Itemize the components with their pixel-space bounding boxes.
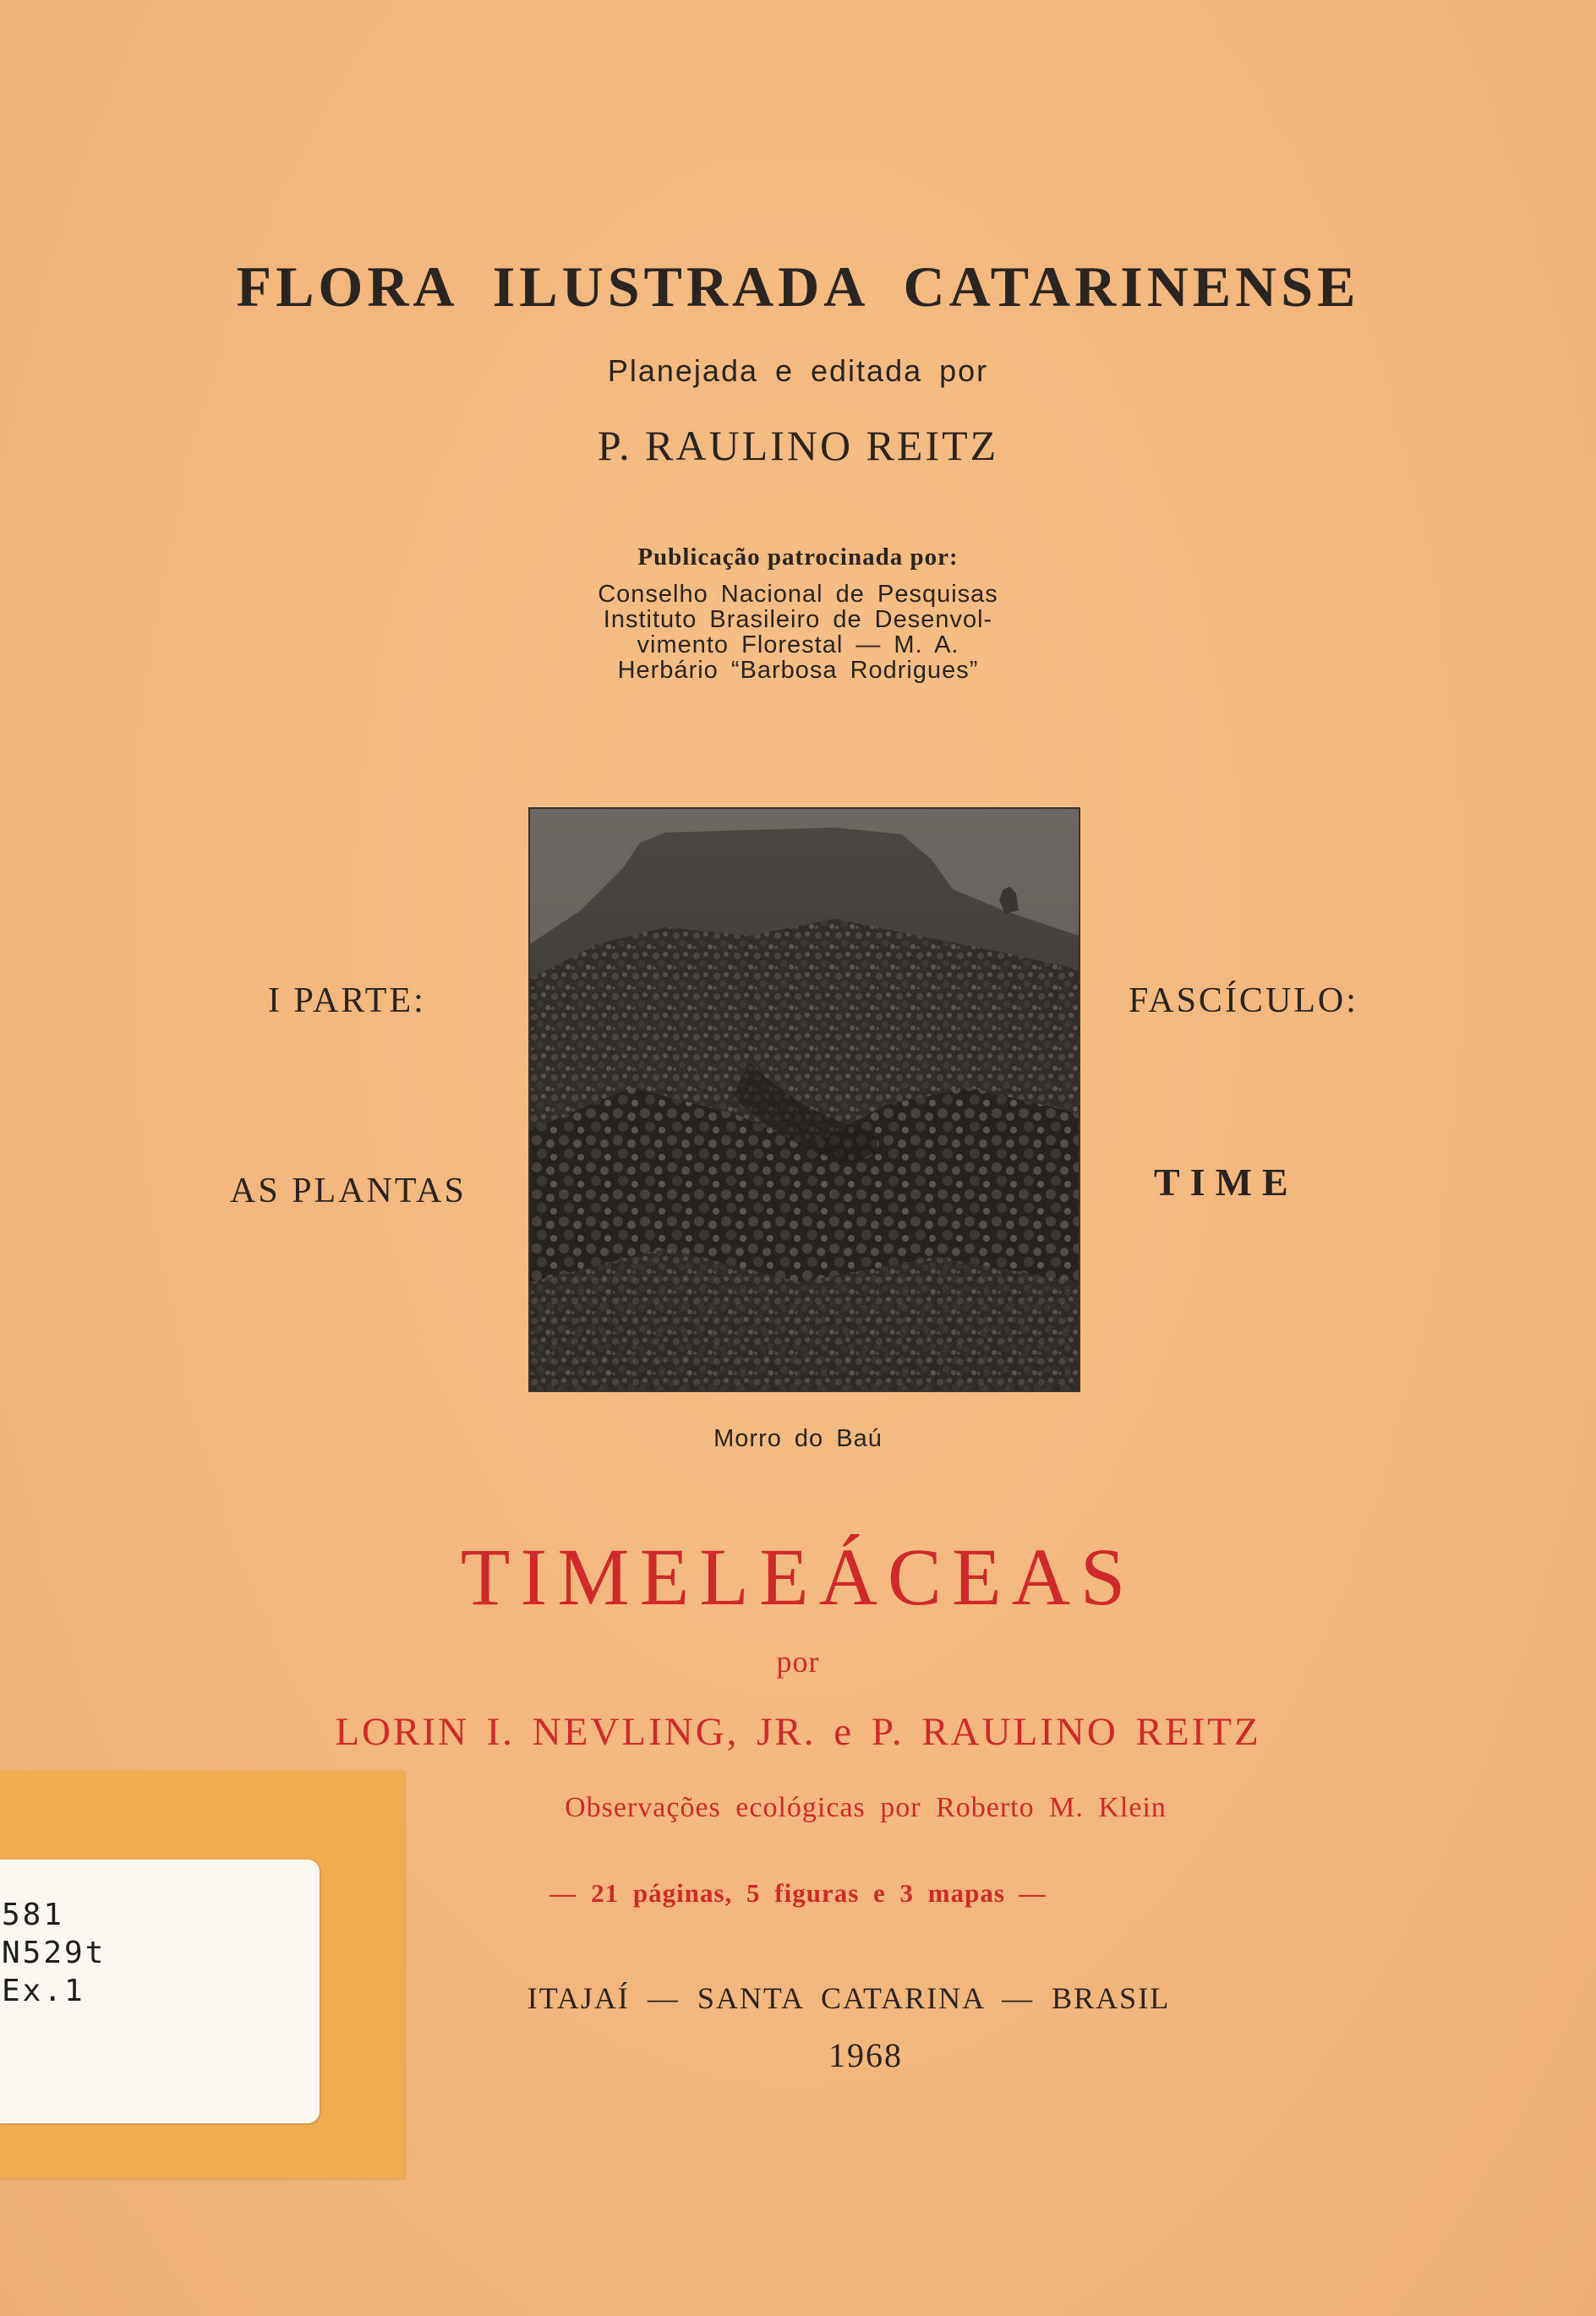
sponsor-line: Herbário “Barbosa Rodrigues” [617, 657, 979, 684]
call-number-class: 581 [2, 1898, 65, 1932]
part-value: AS PLANTAS [230, 1172, 467, 1210]
fascicle-title: TIMELEÁCEAS [460, 1532, 1136, 1622]
call-number-cutter: N529t [2, 1936, 107, 1970]
fascicle-value: TIME [1154, 1161, 1298, 1204]
photo-caption: Morro do Baú [713, 1425, 883, 1452]
sponsor-line: vimento Florestal — M. A. [637, 631, 959, 658]
part-label: I PARTE: [268, 981, 426, 1020]
year: 1968 [828, 2036, 903, 2074]
authors-line: LORIN I. NEVLING, JR. e P. RAULINO REITZ [335, 1710, 1261, 1754]
editor-name: P. RAULINO REITZ [597, 422, 999, 469]
extent-line: — 21 páginas, 5 figuras e 3 mapas — [549, 1878, 1047, 1908]
planned-by-line: Planejada e editada por [607, 353, 989, 388]
series-title: FLORA ILUSTRADA CATARINENSE [236, 254, 1360, 319]
by-line: por [776, 1645, 820, 1679]
ecological-notes: Observações ecológicas por Roberto M. Klein [565, 1792, 1167, 1823]
fascicle-label: FASCÍCULO: [1129, 981, 1358, 1020]
sponsor-line: Instituto Brasileiro de Desenvol- [603, 606, 993, 633]
sponsor-line: Conselho Nacional de Pesquisas [598, 581, 998, 608]
sponsor-heading: Publicação patrocinada por: [637, 543, 959, 571]
call-number-copy: Ex.1 [2, 1974, 85, 2008]
mountain-photo [528, 807, 1080, 1392]
place-line: ITAJAÍ — SANTA CATARINA — BRASIL [527, 1981, 1171, 2015]
